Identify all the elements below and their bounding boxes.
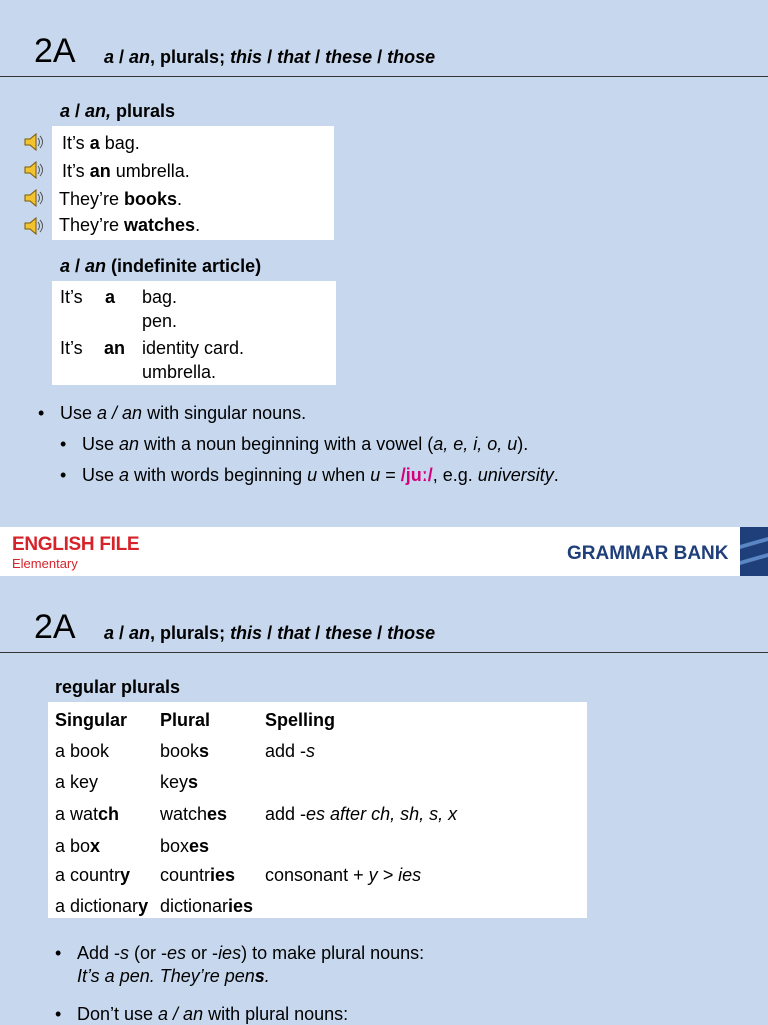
grammar-bank-label: GRAMMAR BANK <box>567 543 729 564</box>
page-title: a / an, plurals; this / that / these / those <box>104 623 436 643</box>
example-sentence: It’s a pen. They’re pens. <box>77 966 270 986</box>
example-line: It’s a bag. <box>62 133 140 153</box>
rule-bullet: • Use a with words beginning u when u = /juː/, e.g. university. <box>82 465 559 486</box>
table-cell: a <box>105 287 116 307</box>
rule-bullet: • Don’t use a / an with plural nouns: <box>77 1004 348 1025</box>
table-cell: identity card. <box>142 338 245 358</box>
banner-stripe-icon <box>740 527 768 576</box>
table-header: Spelling <box>265 710 336 730</box>
table-cell: books <box>160 741 210 761</box>
rule-bullet: • Use a / an with singular nouns. <box>60 403 306 424</box>
table-cell: add -s <box>265 741 316 761</box>
table-cell: It’s <box>60 287 83 307</box>
table-cell: a country <box>55 865 131 885</box>
table-cell: bag. <box>142 287 178 307</box>
rule-bullet: • Add -s (or -es or -ies) to make plural nouns: <box>77 943 424 964</box>
table-cell: a box <box>55 836 101 856</box>
table-cell: a key <box>55 772 99 792</box>
example-line: It’s an umbrella. <box>62 161 190 181</box>
table-cell: an <box>104 338 126 358</box>
rule-bullet: • Use an with a noun beginning with a vowel (a, e, i, o, u). <box>82 434 528 455</box>
title-divider <box>0 76 768 77</box>
table-cell: consonant + y > ies <box>265 865 422 885</box>
speaker-icon[interactable] <box>22 158 46 182</box>
title-divider <box>0 652 768 653</box>
table-cell: pen. <box>142 311 178 331</box>
table-cell: countries <box>160 865 236 885</box>
page-title: a / an, plurals; this / that / these / those <box>104 47 436 67</box>
section-heading: a / an, plurals <box>60 101 176 121</box>
table-cell: boxes <box>160 836 210 856</box>
unit-number: 2A <box>34 32 76 70</box>
speaker-icon[interactable] <box>22 214 46 238</box>
section-heading: a / an (indefinite article) <box>60 256 262 276</box>
speaker-icon[interactable] <box>22 130 46 154</box>
table-cell: a watch <box>55 804 120 824</box>
table-cell: dictionaries <box>160 896 254 916</box>
brand-logo: ENGLISH FILE <box>12 534 140 555</box>
example-line: They’re books. <box>59 189 183 209</box>
table-cell: add -es after ch, sh, s, x <box>265 804 458 824</box>
unit-number: 2A <box>34 608 76 646</box>
table-header: Plural <box>160 710 211 730</box>
table-header: Singular <box>55 710 128 730</box>
table-cell: keys <box>160 772 199 792</box>
speaker-icon[interactable] <box>22 186 46 210</box>
table-cell: umbrella. <box>142 362 217 382</box>
table-cell: a dictionary <box>55 896 149 916</box>
brand-level: Elementary <box>12 556 78 571</box>
table-cell: a book <box>55 741 110 761</box>
section-heading: regular plurals <box>55 677 181 697</box>
table-cell: It’s <box>60 338 83 358</box>
footer-banner <box>0 527 768 576</box>
table-cell: watches <box>160 804 228 824</box>
example-line: They’re watches. <box>59 215 201 235</box>
